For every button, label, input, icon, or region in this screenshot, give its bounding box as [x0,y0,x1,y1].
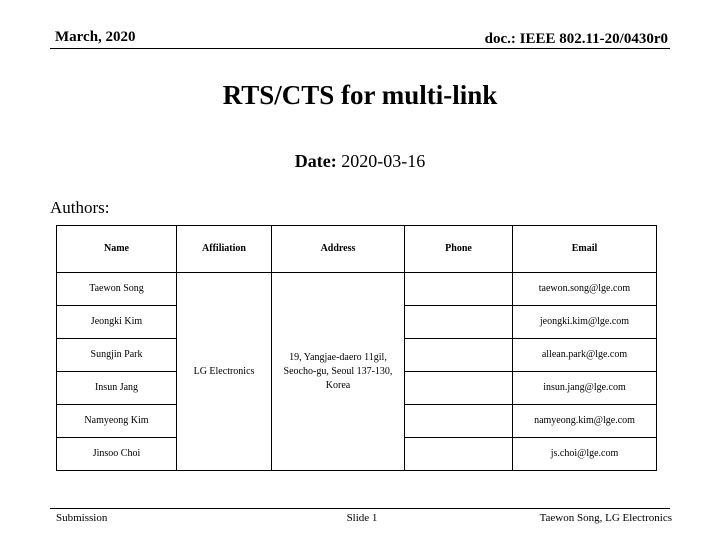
author-phone [405,438,513,471]
author-name: Insun Jang [57,372,177,405]
author-email: allean.park@lge.com [513,339,657,372]
table-row [57,273,657,306]
author-phone [405,339,513,372]
author-phone [405,306,513,339]
author-name: Jeongki Kim [57,306,177,339]
column-header-address: Address [272,226,405,273]
author-name: Jinsoo Choi [57,438,177,471]
date-value: 2020-03-16 [341,151,426,171]
author-email: taewon.song@lge.com [513,273,657,306]
author-phone [405,273,513,306]
author-name: Namyeong Kim [57,405,177,438]
affiliation-cell: LG Electronics [177,273,272,471]
authors-label: Authors: [50,198,110,217]
author-email: namyeong.kim@lge.com [513,405,657,438]
footer-submission: Submission [56,512,108,524]
column-header-phone: Phone [405,226,513,273]
table-header-row [57,226,657,273]
column-header-affiliation: Affiliation [177,226,272,273]
header-doc-id: doc.: IEEE 802.11-20/0430r0 [484,31,668,47]
footer-divider [50,508,670,509]
header-date: March, 2020 [55,29,136,45]
address-cell: 19, Yangjae-daero 11gil, Seocho-gu, Seoul 137-130, Korea [272,273,405,471]
column-header-email: Email [513,226,657,273]
column-header-name: Name [57,226,177,273]
author-email: jeongki.kim@lge.com [513,306,657,339]
footer-author: Taewon Song, LG Electronics [539,512,672,524]
header-divider [50,48,670,49]
author-phone [405,372,513,405]
author-name: Sungjin Park [57,339,177,372]
author-email: js.choi@lge.com [513,438,657,471]
author-name: Taewon Song [57,273,177,306]
date-label: Date: [294,151,337,171]
date-line [0,151,720,172]
authors-table [56,225,657,471]
author-email: insun.jang@lge.com [513,372,657,405]
slide-title: RTS/CTS for multi-link [222,80,498,110]
author-phone [405,405,513,438]
footer-slide-number: Slide 1 [346,512,378,524]
